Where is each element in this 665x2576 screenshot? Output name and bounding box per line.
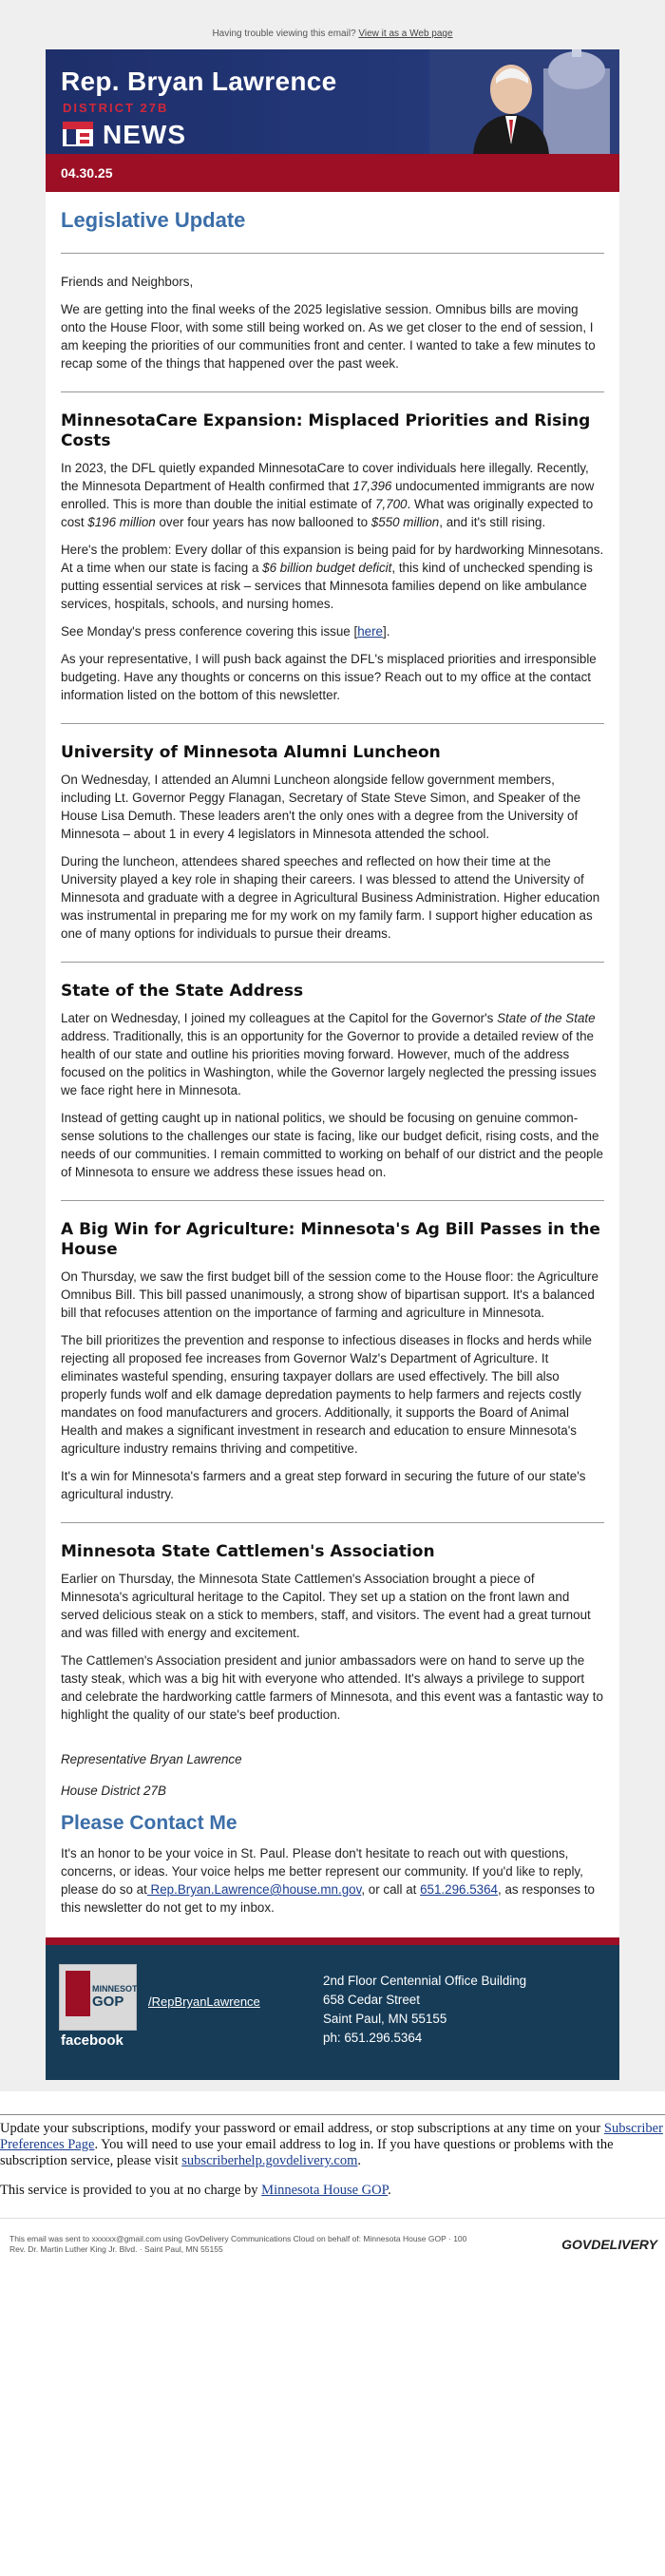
district-label: DISTRICT 27B — [63, 101, 169, 115]
signature — [61, 1750, 604, 1800]
divider — [61, 1200, 604, 1201]
sent-to-text: This email was sent to xxxxxx@gmail.com using GovDelivery Communications Cloud on behalf of: Minnesota House GOP · 100 — [10, 2234, 467, 2243]
section-heading: Minnesota State Cattlemen's Association — [61, 1542, 435, 1561]
section-paragraph: On Thursday, we saw the first budget bill of the session come to the House floor: the Agriculture Omnibus Bill. This bill passed unanimously, a strong show of bipartisan support. It's a balanced bill that refocuses attention on the importance of farming and agriculture in Minnesota. — [61, 1269, 598, 1320]
section-paragraph: As your representative, I will push back against the DFL's misplaced priorities and irresponsible budgeting. Have any thoughts or concerns on this issue? Reach out to my office at the contact information listed on the bottom of this newsletter. — [61, 652, 597, 702]
facebook-label[interactable]: facebook — [61, 2032, 124, 2049]
signature-district: House District 27B — [61, 1784, 166, 1798]
provider-paragraph: This service is provided to you at no charge by Minnesota House GOP. — [0, 2183, 391, 2198]
section-paragraph: During the luncheon, attendees shared speeches and reflected on how their time at the University played a key role in shaping their careers. I was blessed to attend the University of Minnesota and graduate with a degree in Agricultural Business Administration. Higher education was instrumental in preparing me for my work on my family farm. I support higher education as one of many options for individuals to pursue their dreams. — [61, 854, 600, 941]
newsletter — [46, 49, 619, 2080]
section-paragraph: The Cattlemen's Association president and junior ambassadors were on hand to serve up the tasty steak, which was a big hit with everyone who attended. It's always a privilege to support and celebrate the hardworking cattle farmers of Minnesota, and this event was a fantastic way to highlight the quality of our state's beef production. — [61, 1653, 603, 1722]
section-paragraph: Instead of getting caught up in national politics, we should be focusing on genuine common-sense solutions to the challenges our state is facing, like our budget deficit, rising costs, and the needs of our communities. I remain committed to working on behalf of our district and the people of Minnesota to ensure we address these issues head on. — [61, 1111, 603, 1179]
section-paragraph: Later on Wednesday, I joined my colleagues at the Capitol for the Governor's State of the State address. Traditionally, this is an opportunity for the Governor to provide a detailed review of the health of our state and outline his priorities moving forward. However, much of the address focused on the politics in Washington, while the Governor largely neglected the pressing issues we face right here in Minnesota. — [61, 1011, 597, 1097]
section-paragraph: Here's the problem: Every dollar of this expansion is being paid for by hardworking Minnesotans. At a time when our state is facing a $6 billion budget deficit, this kind of unchecked spending is putting essential services at risk – services that Minnesota families depend on like ambulance services, hospitals, schools, and nursing homes. — [61, 543, 604, 611]
preheader — [0, 0, 665, 49]
section-heading: State of the State Address — [61, 982, 304, 1001]
section-heading: MinnesotaCare Expansion: Misplaced Priorities and Rising Costs — [61, 411, 591, 450]
section-paragraph: Earlier on Thursday, the Minnesota State Cattlemen's Association brought a piece of Minnesota's agricultural heritage to the Capitol. They set up a station on the front lawn and served delicious steak on a stick to members, staff, and visitors. The event had a great turnout and was filled with energy and excitement. — [61, 1572, 591, 1640]
preheader-text: Having trouble viewing this email? — [212, 29, 356, 39]
contact-paragraph: It's an honor to be your voice in St. Paul. Please don't hesitate to reach out with questions, concerns, or ideas. Your voice helps me better represent our community. If you'd like to reply, please do so at Rep.Bryan.Lawrence@house.mn.gov, or call at 651.296.5364, as responses to this newsletter do not get to my inbox. — [61, 1846, 595, 1915]
view-web-link[interactable]: View it as a Web page — [358, 29, 453, 39]
subscription-info — [0, 2115, 665, 2199]
news-label: NEWS — [103, 120, 186, 149]
press-conference-link[interactable]: here — [357, 624, 384, 639]
section-paragraph: It's a win for Minnesota's farmers and a great step forward in securing the future of our state's agricultural industry. — [61, 1469, 586, 1501]
section-heading: A Big Win for Agriculture: Minnesota's Ag Bill Passes in the House — [61, 1220, 600, 1259]
address-phone: ph: 651.296.5364 — [323, 2031, 423, 2045]
footer-divider — [46, 1937, 619, 1945]
preferences-link[interactable]: Subscriber Preferences Page — [0, 2121, 663, 2152]
divider — [61, 723, 604, 724]
footer — [46, 1945, 619, 2080]
address-line: 658 Cedar Street — [323, 1993, 420, 2007]
office-address — [323, 1972, 526, 2048]
banner — [46, 49, 619, 154]
address-line: 2nd Floor Centennial Office Building — [323, 1974, 527, 1988]
content — [46, 207, 619, 1917]
section-paragraph: See Monday's press conference covering this issue [here]. — [61, 624, 390, 639]
section-paragraph: In 2023, the DFL quietly expanded MinnesotaCare to cover individuals here illegally. Recently, the Minnesota Department of Health confirmed that 17,396 undocumented immigrants are now enrolled. This is more than double the initial estimate of 7,700. What was originally expected to cost $196 million over four years has now ballooned to $550 million, and it's still rising. — [61, 461, 595, 529]
mn-gop-logo[interactable] — [59, 1964, 143, 2031]
section-paragraph: The bill prioritizes the prevention and response to infectious diseases in flocks and herds while rejecting all proposed fee increases from Governor Walz's Department of Agriculture. It eliminates wasteful spending, ensuring taxpayer dollars are used effectively. The bill also properly funds wolf and elk damage depredation payments to help farmers and rejects costly mandates on food manufacturers and grocers. Additionally, it supports the Board of Animal Health and makes a significant investment in research and education to ensure Minnesota's agriculture industry remains thriving and competitive. — [61, 1333, 592, 1456]
email-link[interactable]: Rep.Bryan.Lawrence@house.mn.gov — [146, 1882, 362, 1897]
govdelivery-footer — [0, 2218, 665, 2255]
section-paragraph: On Wednesday, I attended an Alumni Luncheon alongside fellow government members, including Lt. Governor Peggy Flanagan, Secretary of State Steve Simon, and Speaker of the House Lisa Demuth. These leaders aren't the only ones with a degree from the University of Minnesota – about 1 in every 4 legislators in Minnesota attended the school. — [61, 773, 581, 841]
divider — [61, 253, 604, 254]
logo-gop-text: GOP — [92, 1994, 124, 2010]
email-wrapper — [0, 49, 665, 2091]
phone-link[interactable]: 651.296.5364 — [420, 1882, 499, 1897]
flag-icon — [61, 120, 95, 148]
intro-paragraph: We are getting into the final weeks of the 2025 legislative session. Omnibus bills are moving onto the House Floor, with some still being worked on. As we get closer to the end of session, I am keeping the priorities of our communities front and center. I wanted to take a few minutes to recap some of the things that happened over the past week. — [61, 302, 596, 371]
section-heading: University of Minnesota Alumni Luncheon — [61, 743, 441, 762]
sender-address: Rev. Dr. Martin Luther King Jr. Blvd. · Saint Paul, MN 55155 — [10, 2244, 223, 2254]
contact-heading: Please Contact Me — [61, 1812, 238, 1834]
house-gop-link[interactable]: Minnesota House GOP — [261, 2183, 389, 2198]
page-title: Legislative Update — [61, 208, 246, 232]
divider — [61, 1522, 604, 1523]
rep-name: Rep. Bryan Lawrence — [61, 67, 337, 96]
capitol-portrait-image — [429, 49, 619, 154]
divider — [61, 391, 604, 392]
facebook-handle-link[interactable]: /RepBryanLawrence — [148, 1994, 260, 2009]
signature-name: Representative Bryan Lawrence — [61, 1752, 242, 1766]
issue-date: 04.30.25 — [46, 154, 619, 192]
greeting: Friends and Neighbors, — [61, 275, 194, 289]
govdelivery-logo[interactable]: GOVDELIVERY — [561, 2237, 657, 2252]
subscription-paragraph: Update your subscriptions, modify your password or email address, or stop subscriptions at any time on your Subscriber Preferences Page. You will need to use your email address to log in. If you have questions or problems with the subscription service, please visit subscriberhelp.govdelivery.com. — [0, 2121, 663, 2168]
divider — [61, 962, 604, 963]
subscriber-help-link[interactable]: subscriberhelp.govdelivery.com — [181, 2153, 358, 2168]
logo-mn-text: MINNESOTA — [92, 1984, 143, 1994]
news-row — [61, 120, 186, 149]
address-line: Saint Paul, MN 55155 — [323, 2012, 447, 2026]
minnesota-state-icon — [66, 1971, 90, 2016]
